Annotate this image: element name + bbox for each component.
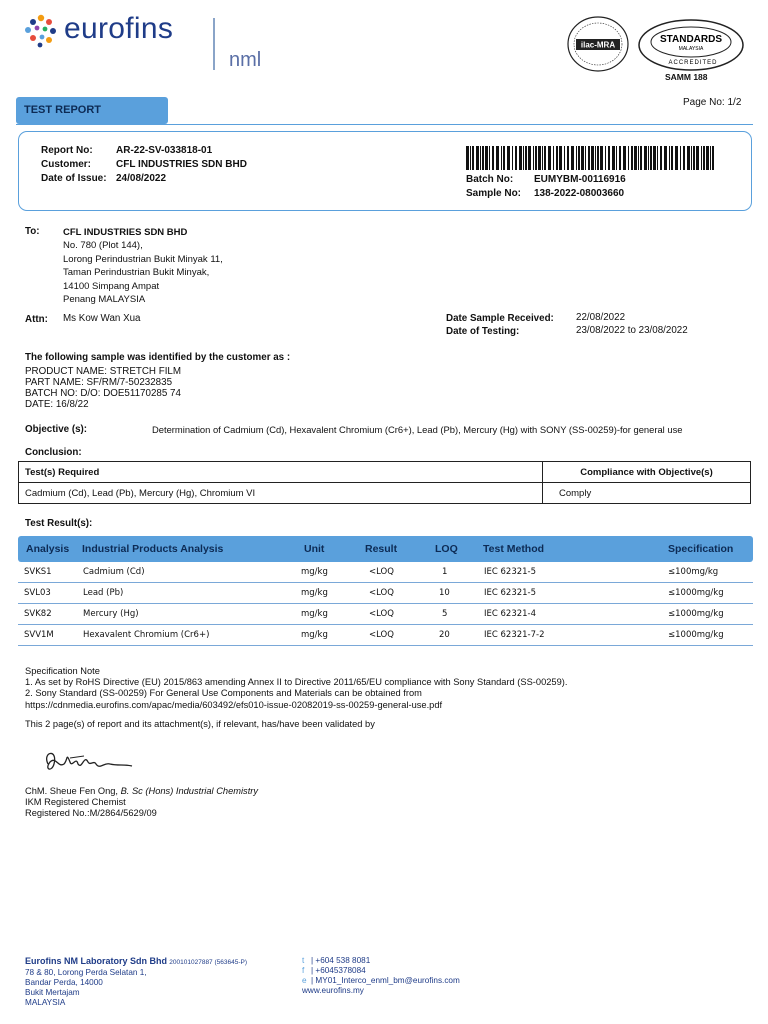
footer-email[interactable]: MY01_Interco_enml_bm@eurofins.com — [315, 976, 460, 985]
col-specification: Specification — [668, 543, 734, 555]
footer-company-reg: 200101027887 (563645-P) — [169, 959, 248, 966]
chemist-registration: Registered No.:M/2864/5629/09 — [25, 808, 157, 818]
footer-fax: +6045378084 — [315, 966, 366, 975]
results-label: Test Result(s): — [25, 518, 93, 529]
col-test-method: Test Method — [483, 543, 545, 555]
footer-tel[interactable]: +604 538 8081 — [315, 956, 371, 965]
result: <LOQ — [369, 609, 394, 619]
footer-address-line: Bukit Mertajam — [25, 988, 80, 997]
date-testing-label: Date of Testing: — [446, 326, 520, 337]
specification-notes — [25, 666, 567, 711]
loq: 20 — [439, 630, 450, 640]
attn-label: Attn: — [25, 314, 48, 325]
col-loq: LOQ — [435, 543, 458, 555]
chemist-name: ChM. Sheue Fen Ong, — [25, 786, 121, 796]
sample-line: PART NAME: SF/RM/7-50232835 — [25, 377, 173, 388]
validation-statement: This 2 page(s) of report and its attachment(s), if relevant, has/have been validated by — [25, 719, 375, 729]
chemist-title: IKM Registered Chemist — [25, 797, 126, 807]
address-line: Taman Perindustrian Bukit Minyak, — [63, 267, 210, 279]
table-row — [18, 604, 753, 625]
customer-value: CFL INDUSTRIES SDN BHD — [116, 159, 247, 170]
barcode-icon — [466, 146, 716, 170]
table-row — [18, 562, 753, 583]
date-issue-value: 24/08/2022 — [116, 173, 167, 184]
sample-intro: The following sample was identified by the customer as : — [25, 352, 291, 363]
conclusion-result-cell: Comply — [543, 483, 751, 504]
footer-company: Eurofins NM Laboratory Sdn Bhd — [25, 956, 168, 966]
unit: mg/kg — [301, 567, 328, 577]
to-label: To: — [25, 226, 40, 237]
analyte: Cadmium (Cd) — [83, 567, 145, 577]
address-line: 14100 Simpang Ampat — [63, 280, 160, 292]
standards-malaysia-seal-icon — [637, 18, 745, 72]
address-line: No. 780 (Plot 144), — [63, 240, 143, 252]
title-underline — [16, 124, 753, 125]
svg-text:ilac-MRA: ilac-MRA — [580, 40, 616, 50]
batch-value: EUMYBM-00116916 — [534, 174, 626, 185]
col-industrial: Industrial Products Analysis — [82, 543, 224, 555]
note-line: Specification Note — [25, 666, 100, 676]
email-key: e — [302, 976, 307, 985]
table-row — [19, 483, 751, 504]
conclusion-header-test: Test(s) Required — [19, 462, 543, 483]
result: <LOQ — [369, 588, 394, 598]
footer-web[interactable]: www.eurofins.my — [302, 986, 364, 995]
col-analysis: Analysis — [26, 543, 70, 555]
test-method: IEC 62321-5 — [484, 588, 537, 598]
fax-key: f — [302, 966, 305, 975]
date-received-value: 22/08/2022 — [576, 312, 626, 323]
unit: mg/kg — [301, 609, 328, 619]
note-link[interactable]: https://cdnmedia.eurofins.com/apac/media/603492/efs010-issue-02082019-ss-00259-general-use.pdf — [25, 699, 443, 710]
table-row — [18, 583, 753, 604]
test-method: IEC 62321-7-2 — [484, 630, 545, 640]
conclusion-header-compliance: Compliance with Objective(s) — [543, 462, 751, 483]
analyte: Mercury (Hg) — [83, 609, 139, 619]
footer-contact: t | +604 538 8081 f | +6045378084 e | MY01_Interco_enml_bm@eurofins.com www.eurofins.my — [302, 956, 460, 995]
analyte: Hexavalent Chromium (Cr6+) — [83, 630, 210, 640]
loq: 10 — [439, 588, 450, 598]
report-info-box — [18, 131, 752, 211]
unit: mg/kg — [301, 588, 328, 598]
address-line: Lorong Perindustrian Bukit Minyak 11, — [63, 253, 223, 265]
analysis-code: SVL03 — [24, 588, 51, 598]
svg-text:STANDARDS: STANDARDS — [659, 34, 723, 45]
conclusion-test-cell: Cadmium (Cd), Lead (Pb), Mercury (Hg), Chromium VI — [19, 483, 543, 504]
analysis-code: SVV1M — [24, 630, 54, 640]
specification: ≤1000mg/kg — [668, 588, 724, 598]
specification: ≤100mg/kg — [668, 567, 719, 577]
conclusion-table — [18, 461, 751, 504]
sample-description — [25, 366, 181, 410]
conclusion-label: Conclusion: — [25, 447, 82, 458]
report-no-value: AR-22-SV-033818-01 — [116, 145, 213, 156]
batch-label: Batch No: — [466, 174, 514, 185]
footer-address-line: MALAYSIA — [25, 998, 66, 1007]
logo-divider — [213, 18, 215, 70]
attn-value: Ms Kow Wan Xua — [63, 313, 141, 324]
col-unit: Unit — [304, 543, 325, 555]
analyte: Lead (Pb) — [83, 588, 124, 598]
sample-line: BATCH NO: D/O: DOE51170285 74 — [25, 388, 181, 399]
sub-brand: nml — [229, 49, 262, 71]
address-block — [63, 226, 223, 306]
test-method: IEC 62321-5 — [484, 567, 537, 577]
unit: mg/kg — [301, 630, 328, 640]
sample-line: DATE: 16/8/22 — [25, 399, 89, 410]
specification: ≤1000mg/kg — [668, 609, 724, 619]
table-row — [18, 625, 753, 646]
footer-address — [25, 956, 247, 1008]
specification: ≤1000mg/kg — [668, 630, 724, 640]
objective-value: Determination of Cadmium (Cd), Hexavalent Chromium (Cr6+), Lead (Pb), Mercury (Hg) with SONY (SS-00259)-for general use — [152, 424, 683, 435]
loq: 5 — [442, 609, 448, 619]
objective-label: Objective (s): — [25, 424, 88, 435]
address-line: CFL INDUSTRIES SDN BHD — [63, 227, 188, 238]
tel-key: t — [302, 956, 305, 965]
chemist-block — [25, 786, 258, 819]
table-row — [19, 462, 751, 483]
date-testing-value: 23/08/2022 to 23/08/2022 — [576, 325, 688, 336]
samm-number: SAMM 188 — [665, 72, 708, 82]
report-no-label: Report No: — [41, 145, 93, 156]
eurofins-logo-icon — [22, 14, 60, 48]
date-received-label: Date Sample Received: — [446, 313, 554, 324]
signature-icon — [40, 742, 160, 782]
results-table-header — [18, 536, 753, 562]
sample-value: 138-2022-08003660 — [534, 188, 625, 199]
result: <LOQ — [369, 630, 394, 640]
ilac-mra-seal-icon — [566, 15, 630, 73]
sample-label: Sample No: — [466, 188, 522, 199]
sample-line: PRODUCT NAME: STRETCH FILM — [25, 366, 182, 377]
loq: 1 — [442, 567, 448, 577]
chemist-qualification: B. Sc (Hons) Industrial Chemistry — [120, 786, 259, 796]
footer-address-line: 78 & 80, Lorong Perda Selatan 1, — [25, 968, 147, 977]
address-line: Penang MALAYSIA — [63, 294, 146, 306]
footer-address-line: Bandar Perda, 14000 — [25, 978, 103, 987]
svg-text:ACCREDITED: ACCREDITED — [668, 60, 718, 66]
page-number: Page No: 1/2 — [683, 97, 742, 108]
test-method: IEC 62321-4 — [484, 609, 537, 619]
customer-label: Customer: — [41, 159, 92, 170]
brand-name: eurofins — [64, 12, 174, 45]
analysis-code: SVKS1 — [24, 567, 52, 577]
page-title: TEST REPORT — [24, 104, 102, 116]
col-result: Result — [365, 543, 398, 555]
analysis-code: SVK82 — [24, 609, 52, 619]
date-issue-label: Date of Issue: — [41, 173, 107, 184]
note-line: 1. As set by RoHS Directive (EU) 2015/863 amending Annex II to Directive 2011/65/EU compliance with Sony Standard (SS-00259). — [25, 677, 568, 688]
svg-text:MALAYSIA: MALAYSIA — [678, 46, 704, 52]
note-line: 2. Sony Standard (SS-00259) For General Use Components and Materials can be obtained from — [25, 688, 422, 699]
result: <LOQ — [369, 567, 394, 577]
